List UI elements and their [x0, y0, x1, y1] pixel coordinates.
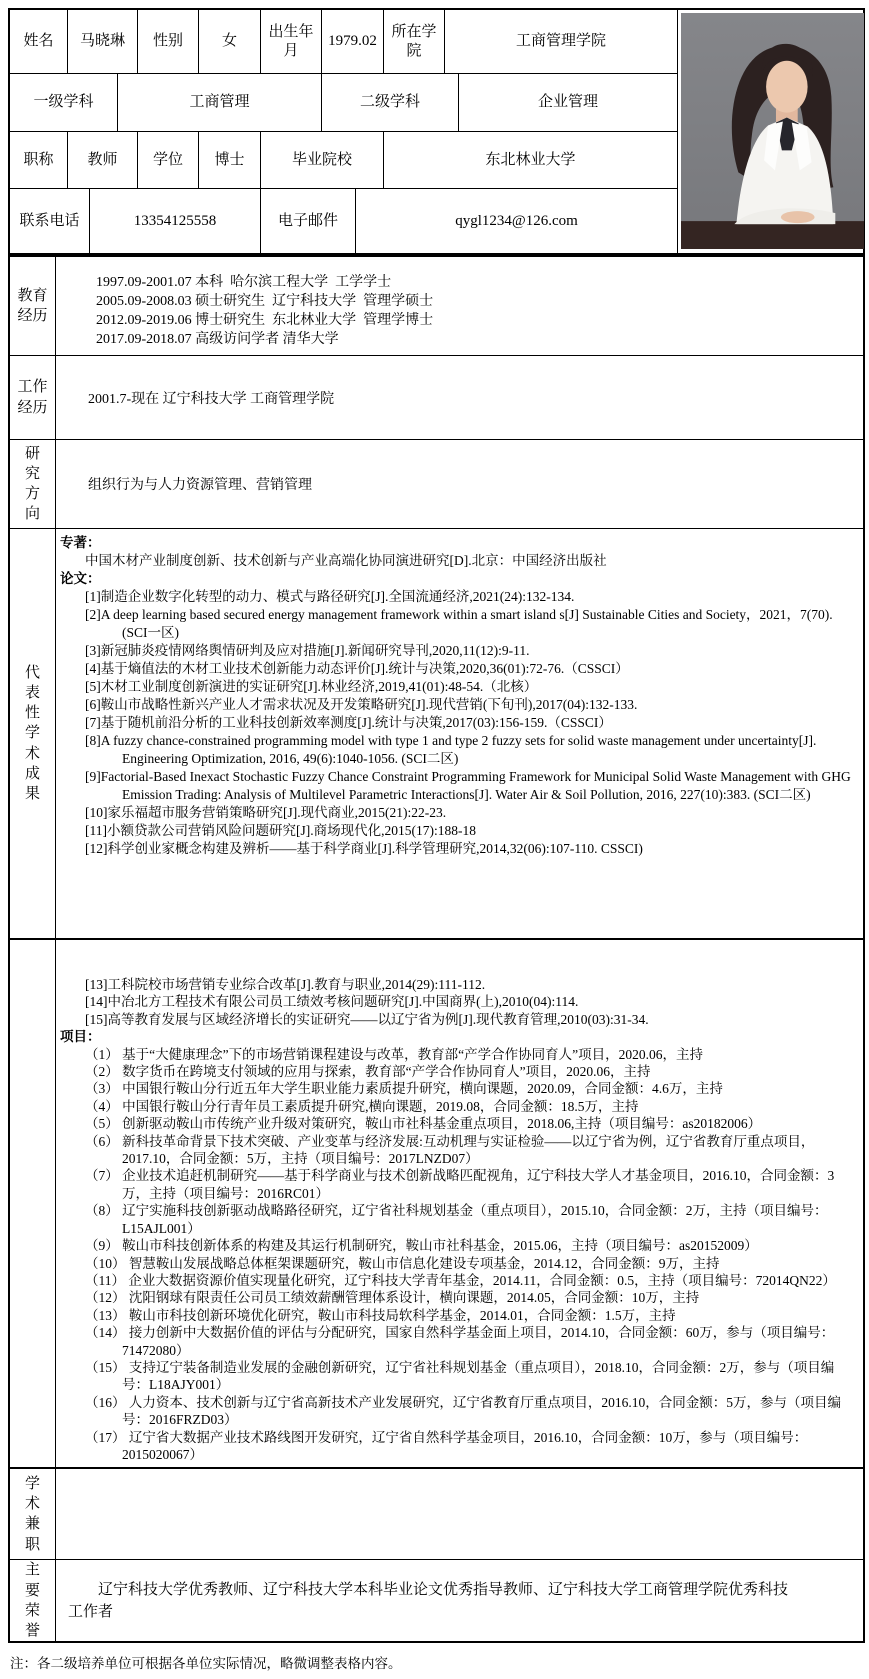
- education-line: 2012.09-2019.06 博士研究生 东北林业大学 管理学博士: [96, 313, 434, 328]
- project-entry: （6） 新科技革命背景下技术突破、产业变革与经济发展:互动机理与实证检验――以辽宁省为例，辽宁省教育厅重点项目，2017.10，合同金额：5万，主持（项目编号：2017LNZD07）: [85, 1133, 815, 1167]
- basic-info-table: [8, 8, 865, 255]
- project-entry: （2） 数字货币在跨境支付领域的应用与探索，教育部“产学合作协同育人”项目，2020.06，主持: [85, 1064, 651, 1080]
- research-label-cell: [10, 440, 56, 528]
- detail-table: [8, 255, 865, 1643]
- gender-label: 性别: [138, 10, 199, 73]
- academic-posts-label-cell: [10, 1469, 56, 1559]
- gender-value: 女: [199, 10, 261, 73]
- honors-text: 辽宁科技大学优秀教师、辽宁科技大学本科毕业论文优秀指导教师、辽宁科技大学工商管理学院优秀科技工作者: [68, 1581, 789, 1620]
- portrait-photo-placeholder: [681, 13, 864, 249]
- project-entry: （5） 创新驱动鞍山市传统产业升级对策研究，鞍山市社科基金重点项目，2018.06,主持（项目编号：as20182006）: [85, 1116, 762, 1132]
- paper-entry: [9]Factorial-Based Inexact Stochastic Fuzzy Chance Constraint Programming Framework for Municipal Solid Waste Management with GHG Emission Trading: Analysis of Multilevel Parametric Interactions[J]. Water Air & Soil Pollution, 2016, 227(10):383. (SCI二区): [85, 769, 851, 802]
- discipline1-value: 工商管理: [118, 74, 322, 131]
- achievements-content-2: [56, 940, 863, 1467]
- work-content: 2001.7-现在 辽宁科技大学 工商管理学院: [88, 391, 335, 407]
- honors-row: [10, 1560, 863, 1641]
- research-label: 研究方向: [24, 445, 40, 523]
- project-entry: （13） 鞍山市科技创新环境优化研究，鞍山市科技局软科学基金，2014.01，合同金额：1.5万，主持: [85, 1307, 676, 1323]
- research-content: 组织行为与人力资源管理、营销管理: [88, 478, 312, 493]
- monograph-entry: 中国木材产业制度创新、技术创新与产业高端化协同演进研究[D].北京：中国经济出版社: [85, 553, 607, 568]
- title-value: 教师: [68, 132, 138, 188]
- basic-info-rows: [10, 10, 677, 253]
- paper-entry: [1]制造企业数字化转型的动力、模式与路径研究[J].全国流通经济,2021(24):132-134.: [85, 589, 575, 604]
- education-content: [56, 257, 863, 355]
- project-entry: （10） 智慧鞍山发展战略总体框架课题研究，鞍山市信息化建设专项基金，2014.12，合同金额：9万，主持: [85, 1255, 720, 1271]
- project-entry: （3） 中国银行鞍山分行近五年大学生职业能力素质提升研究，横向课题，2020.09，合同金额：4.6万，主持: [85, 1081, 723, 1097]
- birth-label: 出生年月: [261, 10, 322, 73]
- achievements-content-1: [56, 529, 863, 938]
- monograph-heading: 专著：: [60, 535, 101, 550]
- footer-note: 注：各二级培养单位可根据各单位实际情况，略微调整表格内容。: [10, 1656, 402, 1672]
- profile-photo: [677, 10, 867, 253]
- projects-heading: 项目：: [60, 1029, 101, 1045]
- discipline1-label: 一级学科: [10, 74, 118, 131]
- achievements-label: 代表性学术成果: [24, 664, 40, 803]
- email-label: 电子邮件: [261, 189, 356, 253]
- honors-label-cell: [10, 1560, 56, 1641]
- paper-entry: [12]科学创业家概念构建及辨析――基于科学商业[J].科学管理研究,2014,32(06):107-110. CSSCI): [85, 841, 643, 856]
- academic-posts-content: [56, 1469, 863, 1559]
- honors-content: [56, 1560, 863, 1641]
- row-phone-email: [10, 189, 677, 253]
- degree-value: 博士: [199, 132, 261, 188]
- discipline2-label: 二级学科: [322, 74, 459, 131]
- degree-label: 学位: [138, 132, 199, 188]
- project-entry: （9） 鞍山市科技创新体系的构建及其运行机制研究，鞍山市社科基金，2015.06，主持（项目编号：as20152009）: [85, 1238, 758, 1254]
- achievements-empty-label-cell: [10, 940, 56, 1467]
- title-label: 职称: [10, 132, 68, 188]
- paper-entry: [10]家乐福超市服务营销策略研究[J].现代商业,2015(21):22-23.: [85, 805, 447, 820]
- row-name-gender-birth: [10, 10, 677, 74]
- academic-posts-row: [10, 1469, 863, 1560]
- paper-entry: [7]基于随机前沿分析的工业科技创新效率测度[J].统计与决策,2017(03):156-159.（CSSCI）: [85, 715, 612, 730]
- work-label-cell: [10, 356, 56, 439]
- birth-value: 1979.02: [322, 10, 384, 73]
- project-entry: （7） 企业技术追赶机制研究――基于科学商业与技术创新战略匹配视角，辽宁科技大学人才基金项目，2016.10，合同金额：3万，主持（项目编号：2016RC01）: [85, 1168, 835, 1201]
- school-label: 毕业院校: [261, 132, 384, 188]
- discipline2-value: 企业管理: [537, 94, 598, 111]
- education-line: 1997.09-2001.07 本科 哈尔滨工程大学 工学学士: [96, 275, 392, 290]
- college-label: 所在学院: [384, 10, 445, 73]
- project-entry: （11） 企业大数据资源价值实现量化研究，辽宁科技大学青年基金，2014.11，合同金额：0.5，主持（项目编号：72014QN22）: [85, 1272, 836, 1288]
- paper-entry: [14]中冶北方工程技术有限公司员工绩效考核问题研究[J].中国商界(上),2010(04):114.: [85, 994, 579, 1010]
- email-value: qygl1234@126.com: [455, 212, 578, 229]
- paper-entry: [15]高等教育发展与区域经济增长的实证研究――以辽宁省为例[J].现代教育管理,2010(03):31-34.: [85, 1011, 649, 1027]
- phone-value: 13354125558: [90, 189, 261, 253]
- work-row: [10, 356, 863, 440]
- academic-posts-label: 学术兼职: [24, 1475, 40, 1553]
- project-entry: （4） 中国银行鞍山分行青年员工素质提升研究,横向课题，2019.08，合同金额：18.5万，主持: [85, 1098, 639, 1114]
- project-entry: （12） 沈阳钢球有限责任公司员工绩效薪酬管理体系设计，横向课题，2014.05，合同金额：10万，主持: [85, 1290, 700, 1306]
- name-value: 马晓琳: [68, 10, 138, 73]
- achievements-label-cell: [10, 529, 56, 938]
- row-title-degree-school: [10, 132, 677, 189]
- name-label: 姓名: [10, 10, 68, 73]
- project-entry: （16） 人力资本、技术创新与辽宁省高新技术产业发展研究，辽宁省教育厅重点项目，2016.10，合同金额：5万，参与（项目编号：2016FRZD03）: [85, 1394, 841, 1428]
- project-entry: （17） 辽宁省大数据产业技术路线图开发研究，辽宁省自然科学基金项目，2016.10，合同金额：10万，参与（项目编号：2015020067）: [85, 1429, 808, 1462]
- project-entry: （14） 接力创新中大数据价值的评估与分配研究，国家自然科学基金面上项目，2014.10，合同金额：60万，参与（项目编号：71472080）: [85, 1325, 835, 1358]
- resume-form: [8, 8, 865, 1672]
- education-label-cell: [10, 257, 56, 355]
- paper-entry: [4]基于熵值法的木材工业技术创新能力动态评价[J].统计与决策,2020,36(01):72-76.（CSSCI）: [85, 661, 629, 676]
- achievements-row-2: [10, 940, 863, 1469]
- achievements-row-1: [10, 529, 863, 940]
- education-line: 2017.09-2018.07 高级访问学者 清华大学: [96, 332, 339, 347]
- paper-entry: [5]木材工业制度创新演进的实证研究[J].林业经济,2019,41(01):48-54.（北核）: [85, 679, 538, 694]
- college-value: 工商管理学院: [515, 33, 606, 50]
- paper-entry: [11]小额贷款公司营销风险问题研究[J].商场现代化,2015(17):188-18: [85, 823, 476, 838]
- papers-heading: 论文：: [60, 571, 101, 586]
- research-row: [10, 440, 863, 529]
- paper-entry: [8]A fuzzy chance-constrained programming model with type 1 and type 2 fuzzy sets for solid waste management under uncertainty[J]. Engineering Optimization, 2016, 49(6):1040-1056. (SCI二区): [85, 733, 817, 766]
- education-row: [10, 257, 863, 356]
- paper-entry: [13]工科院校市场营销专业综合改革[J].教育与职业,2014(29):111-112.: [85, 977, 486, 992]
- project-entry: （15） 支持辽宁装备制造业发展的金融创新研究，辽宁省社科规划基金（重点项目），2018.10，合同金额：2万，参与（项目编号：L18AJY001）: [85, 1359, 835, 1393]
- paper-entry: [2]A deep learning based secured energy management framework within a smart island s[J] Sustainable Cities and Society，2021，7(70).(SCI一区): [85, 607, 833, 640]
- honors-label: 主要荣誉: [24, 1562, 40, 1640]
- education-label: 教育经历: [17, 287, 48, 324]
- phone-label: 联系电话: [10, 189, 90, 253]
- paper-entry: [6]鞍山市战略性新兴产业人才需求状况及开发策略研究[J].现代营销(下旬刊),2017(04):132-133.: [85, 697, 638, 712]
- project-entry: （1） 基于“大健康理念”下的市场营销课程建设与改革，教育部“产学合作协同育人”项目，2020.06，主持: [85, 1046, 703, 1062]
- project-entry: （8） 辽宁实施科技创新驱动战略路径研究，辽宁省社科规划基金（重点项目），2015.10，合同金额：2万，主持（项目编号：L15AJL001）: [85, 1203, 828, 1236]
- row-disciplines: [10, 74, 677, 132]
- school-value: 东北林业大学: [485, 151, 576, 168]
- work-label: 工作经历: [17, 379, 48, 416]
- education-line: 2005.09-2008.03 硕士研究生 辽宁科技大学 管理学硕士: [96, 294, 434, 309]
- paper-entry: [3]新冠肺炎疫情网络舆情研判及应对措施[J].新闻研究导刊,2020,11(12):9-11.: [85, 643, 530, 658]
